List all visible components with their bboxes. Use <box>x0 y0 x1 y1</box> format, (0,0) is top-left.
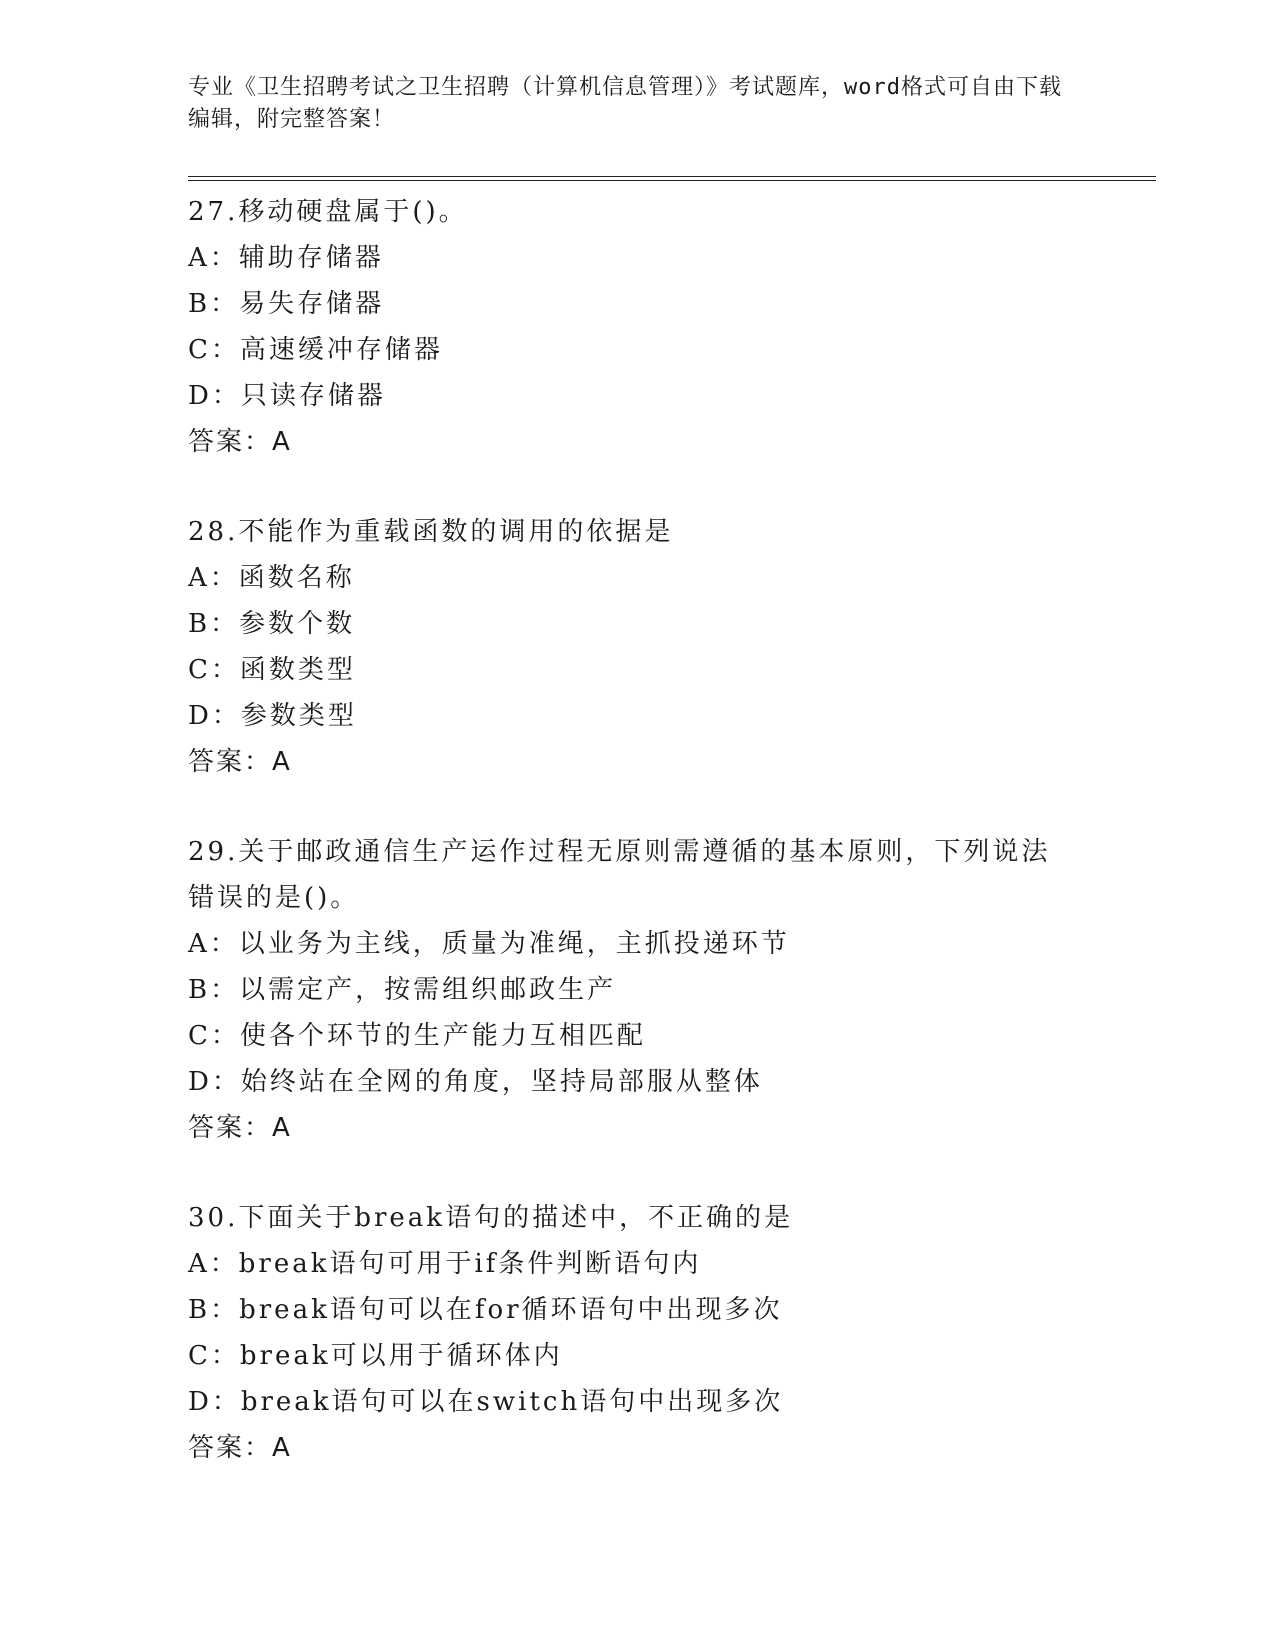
answer: 答案：A <box>188 1113 292 1143</box>
option-a: A：函数名称 <box>188 563 355 593</box>
option-d: D：只读存储器 <box>188 381 386 411</box>
answer: 答案：A <box>188 747 292 777</box>
header-divider-bottom <box>188 180 1156 181</box>
option-a: A：以业务为主线，质量为准绳，主抓投递环节 <box>188 929 790 959</box>
option-c: C：使各个环节的生产能力互相匹配 <box>188 1021 646 1051</box>
answer: 答案：A <box>188 1433 292 1463</box>
option-b: B：以需定产，按需组织邮政生产 <box>188 975 617 1005</box>
option-c: C：高速缓冲存储器 <box>188 335 443 365</box>
question-27 <box>188 189 1088 465</box>
option-b: B：易失存储器 <box>188 289 385 319</box>
header-divider-top <box>188 176 1156 177</box>
option-c: C：break可以用于循环体内 <box>188 1341 563 1371</box>
answer: 答案：A <box>188 427 292 457</box>
option-b: B：break语句可以在for循环语句中出现多次 <box>188 1295 783 1325</box>
document-header: 专业《卫生招聘考试之卫生招聘（计算机信息管理）》考试题库，word格式可自由下载编辑，附完整答案！ <box>188 75 1062 132</box>
option-d: D：始终站在全网的角度，坚持局部服从整体 <box>188 1067 763 1097</box>
option-a: A：break语句可用于if条件判断语句内 <box>188 1249 702 1279</box>
question-stem: 29.关于邮政通信生产运作过程无原则需遵循的基本原则，下列说法错误的是()。 <box>188 837 1051 913</box>
question-30 <box>188 1195 1088 1471</box>
question-28 <box>188 509 1088 785</box>
option-d: D：参数类型 <box>188 701 357 731</box>
question-stem: 27.移动硬盘属于()。 <box>188 197 468 227</box>
option-d: D：break语句可以在switch语句中出现多次 <box>188 1387 784 1417</box>
question-stem: 30.下面关于break语句的描述中，不正确的是 <box>188 1203 794 1233</box>
option-b: B：参数个数 <box>188 609 356 639</box>
question-29 <box>188 829 1088 1151</box>
question-stem: 28.不能作为重载函数的调用的依据是 <box>188 517 674 547</box>
option-c: C：函数类型 <box>188 655 356 685</box>
option-a: A：辅助存储器 <box>188 243 384 273</box>
